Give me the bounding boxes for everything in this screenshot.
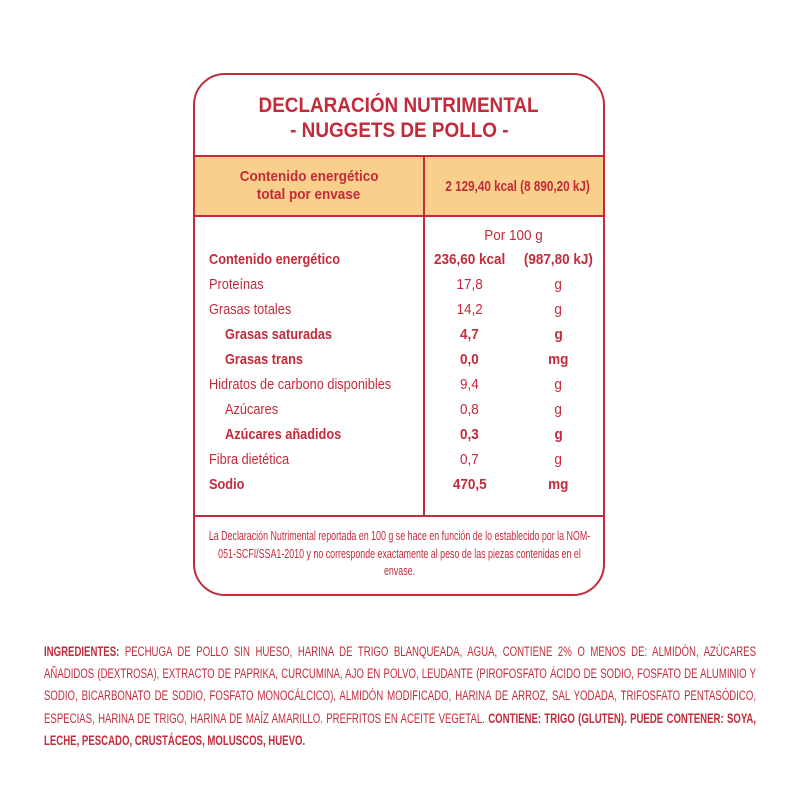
row-value-sodio: 470,5 [452, 476, 487, 493]
row-value-azucares-anadidos: 0,3 [460, 426, 479, 443]
title-line-2: - NUGGETS DE POLLO - [289, 119, 509, 142]
ingredients-list: PECHUGA DE POLLO SIN HUESO, HARINA DE TRIGO BLANQUEADA, AGUA, CONTIENE 2% O MENOS DE: ALMIDÓN, AZÚCARES AÑADIDOS (DEXTROSA), EXTRACTO DE PAPRIKA, CURCUMINA, AJO EN POLVO, LEUDANTE (PIROFOSFATO ÁCIDO DE SODIO, FOSFATO DE ALUMINIO Y SODIO, BICARBONATO DE SODIO, FOSFATO MONOCÁLCICO), ALMIDÓN MODIFICADO, HARINA DE ARROZ, SAL YODADA, TRIFOSFATO PENTASÓDICO, ESPECIAS, HARINA DE TRIGO, HARINA DE MAÍZ AMARILLO. PREFRITOS EN ACEITE VEGETAL. [44, 643, 756, 726]
table-bottom-spacer [195, 497, 425, 515]
row-value-grasas-totales: 14,2 [456, 301, 483, 318]
footnote-section [195, 515, 603, 594]
ingredients-heading: INGREDIENTES: [44, 643, 125, 659]
row-label-azucares: Azúcares [195, 397, 425, 422]
nutrition-table [195, 217, 603, 515]
row-label-hidratos: Hidratos de carbono disponibles [195, 372, 425, 397]
label-title [195, 75, 603, 155]
row-unit-grasas-saturadas: g [554, 326, 563, 343]
table-header-spacer [195, 217, 425, 247]
row-value-azucares: 0,8 [460, 401, 479, 418]
row-unit-sodio: mg [548, 476, 569, 493]
row-unit-azucares-anadidos: g [554, 426, 563, 443]
row-unit-energia: (987,80 kJ) [523, 251, 594, 268]
energy-total-label-line-1: Contenido energético [239, 168, 379, 185]
ingredients-paragraph [44, 641, 756, 753]
row-label-proteinas: Proteínas [195, 272, 425, 297]
row-unit-azucares: g [554, 401, 563, 418]
allergen-statement: CONTIENE: TRIGO (GLUTEN). PUEDE CONTENER: SOYA, LECHE, PESCADO, CRUSTÁCEOS, MOLUSCOS, HUEVO. [44, 710, 756, 749]
row-unit-hidratos: g [554, 376, 563, 393]
energy-total-value-cell [425, 157, 605, 215]
energy-total-value: 2 129,40 kcal (8 890,20 kJ) [445, 177, 590, 195]
nutrition-label [193, 73, 605, 596]
row-label-sodio: Sodio [195, 472, 425, 497]
footnote-text: La Declaración Nutrimental reportada en 100 g se hace en función de lo establecido por la NOM-051-SCFI/SSA1-2010 y no corresponde exactamente al peso de las piezas contenidas en el envase. [208, 529, 590, 578]
row-unit-fibra: g [554, 451, 563, 468]
row-label-fibra: Fibra dietética [195, 447, 425, 472]
row-label-grasas-totales: Grasas totales [195, 297, 425, 322]
energy-total-label-line-2: total por envase [257, 186, 361, 203]
row-label-grasas-saturadas: Grasas saturadas [195, 322, 425, 347]
energy-total-band [195, 155, 603, 217]
row-label-grasas-trans: Grasas trans [195, 347, 425, 372]
row-value-grasas-saturadas: 4,7 [460, 326, 479, 343]
title-line-1: DECLARACIÓN NUTRIMENTAL [259, 94, 539, 117]
row-value-proteinas: 17,8 [456, 276, 483, 293]
energy-total-label [195, 157, 425, 215]
row-unit-grasas-totales: g [554, 301, 563, 318]
row-value-grasas-trans: 0,0 [460, 351, 479, 368]
row-value-fibra: 0,7 [460, 451, 479, 468]
row-value-energia: 236,60 kcal [433, 251, 506, 268]
row-label-energia: Contenido energético [195, 247, 425, 272]
table-bottom-spacer-right [425, 497, 603, 515]
row-label-azucares-anadidos: Azúcares añadidos [195, 422, 425, 447]
column-header-per-100g: Por 100 g [484, 227, 544, 244]
row-value-hidratos: 9,4 [460, 376, 479, 393]
row-unit-grasas-trans: mg [548, 351, 569, 368]
row-unit-proteinas: g [554, 276, 563, 293]
